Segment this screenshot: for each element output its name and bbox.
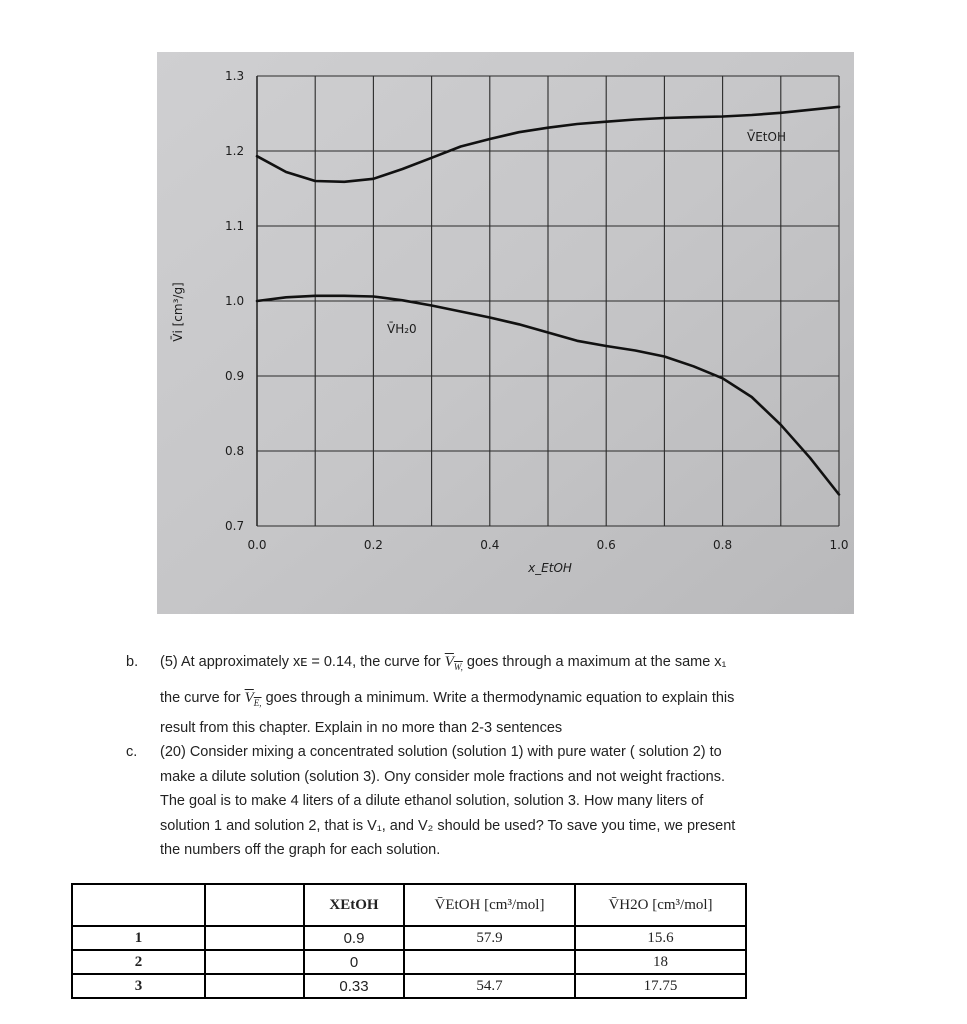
problem-c-line-1: (20) Consider mixing a concentrated solution (solution 1) with pure water ( solution 2) to: [160, 744, 722, 760]
problem-c-marker: c.: [126, 744, 138, 760]
table-cell: 0.33: [304, 974, 404, 998]
problem-c-line-2: make a dilute solution (solution 3). Ony consider mole fractions and not weight fractions.: [160, 768, 725, 785]
table-row: [72, 926, 746, 950]
table-header-cell: [72, 884, 205, 926]
y-tick-label: 1.2: [225, 144, 245, 158]
x-axis-label: x_EtOH: [528, 561, 572, 575]
problem-c-line-4: solution 1 and solution 2, that is V₁, and V₂ should be used? To save you time, we present: [160, 817, 736, 834]
table-cell: [205, 974, 304, 998]
annotation-h2o: V̄H₂0: [387, 322, 417, 336]
table-cell: [404, 950, 575, 974]
problem-b-marker: b.: [126, 654, 139, 670]
y-axis-label: V̄i [cm³/g]: [171, 282, 185, 342]
table-cell: [205, 950, 304, 974]
table-header-vh2o: V̄H2O [cm³/mol]: [575, 884, 746, 926]
table-cell: 0: [304, 950, 404, 974]
table-cell: [205, 926, 304, 950]
table-cell: 17.75: [575, 974, 746, 998]
table-cell: 0.9: [304, 926, 404, 950]
table-row: [72, 950, 746, 974]
table-row: [72, 974, 746, 998]
problem-b-line-1: (5) At approximately xᴇ = 0.14, the curve for $V_{W,}$ goes through a maximum at the same x₁: [160, 654, 727, 672]
table-cell: 3: [72, 974, 205, 998]
table-cell: 54.7: [404, 974, 575, 998]
table-header-vetoh: V̄EtOH [cm³/mol]: [404, 884, 575, 926]
chart: [157, 52, 854, 614]
x-tick-label: 0.0: [247, 538, 267, 552]
x-tick-label: 0.8: [713, 538, 733, 552]
y-tick-label: 1.3: [225, 69, 245, 83]
x-tick-label: 0.6: [596, 538, 616, 552]
table-cell: 1: [72, 926, 205, 950]
annotation-etoh: V̄EtOH: [747, 130, 786, 144]
y-tick-label: 0.8: [225, 444, 245, 458]
y-tick-label: 0.9: [225, 369, 245, 383]
problem-c-line-3: The goal is to make 4 liters of a dilute ethanol solution, solution 3. How many liters of: [160, 793, 704, 809]
x-tick-label: 0.2: [363, 538, 383, 552]
y-tick-label: 0.7: [225, 519, 245, 533]
table-cell: 18: [575, 950, 746, 974]
problem-b-line-2: the curve for $V_{E,}$ goes through a minimum. Write a thermodynamic equation to explain this: [160, 690, 735, 708]
data-table: [71, 883, 747, 999]
table-cell: 2: [72, 950, 205, 974]
x-tick-label: 0.4: [480, 538, 500, 552]
problem-b-line-3: result from this chapter. Explain in no more than 2-3 sentences: [160, 720, 563, 736]
graph-photo: [157, 52, 854, 614]
v-bar-e-symbol: $V_{E,}$: [244, 690, 262, 708]
table-cell: 15.6: [575, 926, 746, 950]
x-tick-label: 1.0: [829, 538, 849, 552]
table-header-xetoh: XEtOH: [304, 884, 404, 926]
table-header-cell: [205, 884, 304, 926]
table-cell: 57.9: [404, 926, 575, 950]
v-bar-w-symbol: $V_{W,}$: [444, 654, 463, 672]
y-tick-label: 1.1: [225, 219, 245, 233]
table-header-row: [72, 884, 746, 926]
y-tick-label: 1.0: [225, 294, 245, 308]
problem-c-line-5: the numbers off the graph for each solution.: [160, 842, 441, 858]
